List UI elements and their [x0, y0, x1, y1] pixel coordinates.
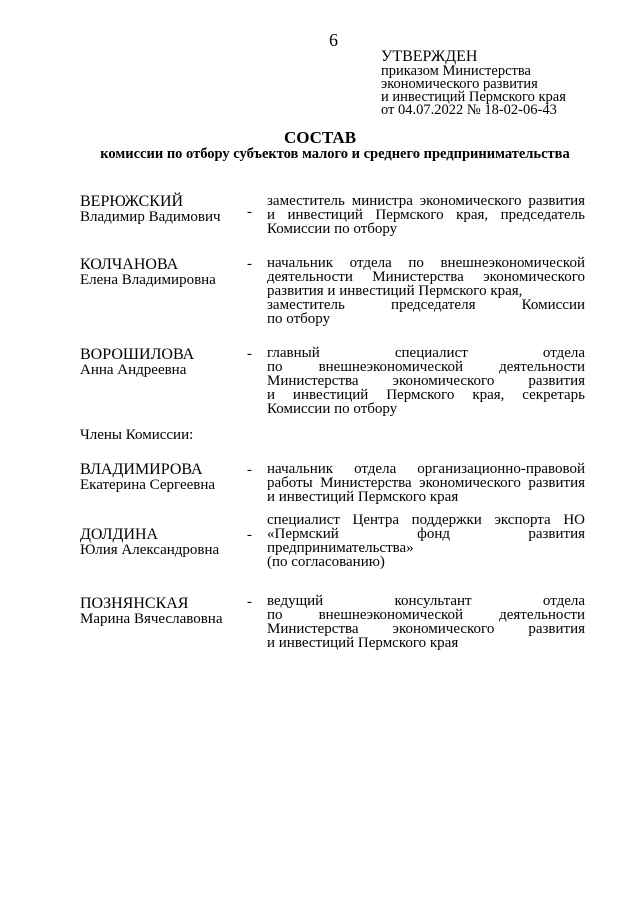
person-name [80, 596, 223, 627]
person-name [80, 347, 194, 378]
role-line: по внешнеэкономической деятельности [267, 359, 585, 375]
person-role [267, 346, 585, 416]
role-line: и инвестиций Пермского края [267, 635, 459, 651]
entry-dash: - [247, 462, 252, 478]
person-given-name: Елена Владимировна [80, 272, 216, 288]
person-surname: ВОРОШИЛОВА [80, 346, 195, 363]
approval-line: от 04.07.2022 № 18-02-06-43 [381, 102, 557, 118]
role-line: (по согласованию) [267, 554, 385, 570]
person-name [80, 527, 219, 558]
role-line: «Пермский фонд развития [267, 526, 585, 542]
role-line: начальник отдела организационно-правовой [267, 461, 585, 477]
role-line: и инвестиций Пермского края, председатель [267, 207, 585, 223]
role-line: Комиссии по отбору [267, 401, 398, 417]
person-name [80, 462, 215, 493]
role-line: Комиссии по отбору [267, 221, 398, 237]
document-subtitle: комиссии по отбору субъектов малого и среднего предпринимательства [100, 146, 570, 162]
person-role [267, 513, 585, 569]
role-line: предпринимательства» [267, 540, 414, 556]
person-name [80, 194, 221, 225]
role-line: Министерства экономического развития [267, 373, 585, 389]
role-line: специалист Центра поддержки экспорта НО [267, 512, 585, 528]
approval-title: УТВЕРЖДЕН [381, 48, 478, 65]
role-line: Министерства экономического развития [267, 621, 585, 637]
approval-line: экономического развития [381, 76, 538, 92]
person-surname: ДОЛДИНА [80, 526, 159, 543]
approval-line: приказом Министерства [381, 63, 531, 79]
person-role [267, 194, 585, 236]
person-role [267, 594, 585, 650]
person-given-name: Екатерина Сергеевна [80, 477, 216, 493]
entry-dash: - [247, 594, 252, 610]
person-name [80, 257, 216, 288]
person-surname: ВЕРЮЖСКИЙ [80, 193, 184, 210]
approval-block [381, 49, 566, 117]
person-given-name: Марина Вячеславовна [80, 611, 223, 627]
role-line: по отбору [267, 311, 331, 327]
approval-line: и инвестиций Пермского края [381, 89, 566, 105]
person-role [267, 256, 585, 326]
members-label: Члены Комиссии: [80, 427, 194, 443]
person-role [267, 462, 585, 504]
entry-dash: - [247, 527, 252, 543]
role-line: начальник отдела по внешнеэкономической [267, 255, 585, 271]
person-given-name: Юлия Александровна [80, 542, 220, 558]
role-line: главный специалист отдела [267, 345, 585, 361]
entry-dash: - [247, 346, 252, 362]
entry-dash: - [247, 204, 252, 220]
role-line: заместитель председателя Комиссии [267, 297, 585, 313]
role-line: по внешнеэкономической деятельности [267, 607, 585, 623]
person-surname: ВЛАДИМИРОВА [80, 461, 203, 478]
role-line: работы Министерства экономического развития [267, 475, 585, 491]
role-line: развития и инвестиций Пермского края, [267, 283, 523, 299]
role-line: заместитель министра экономического развития [267, 193, 585, 209]
person-surname: КОЛЧАНОВА [80, 256, 179, 273]
person-given-name: Анна Андреевна [80, 362, 187, 378]
role-line: ведущий консультант отдела [267, 593, 585, 609]
document-title: СОСТАВ [283, 128, 357, 147]
role-line: и инвестиций Пермского края [267, 489, 459, 505]
role-line: и инвестиций Пермского края, секретарь [267, 387, 585, 403]
entry-dash: - [247, 256, 252, 272]
person-given-name: Владимир Вадимович [80, 209, 221, 225]
role-line: деятельности Министерства экономического [267, 269, 585, 285]
person-surname: ПОЗНЯНСКАЯ [80, 595, 189, 612]
page-number: 6 [329, 30, 338, 50]
